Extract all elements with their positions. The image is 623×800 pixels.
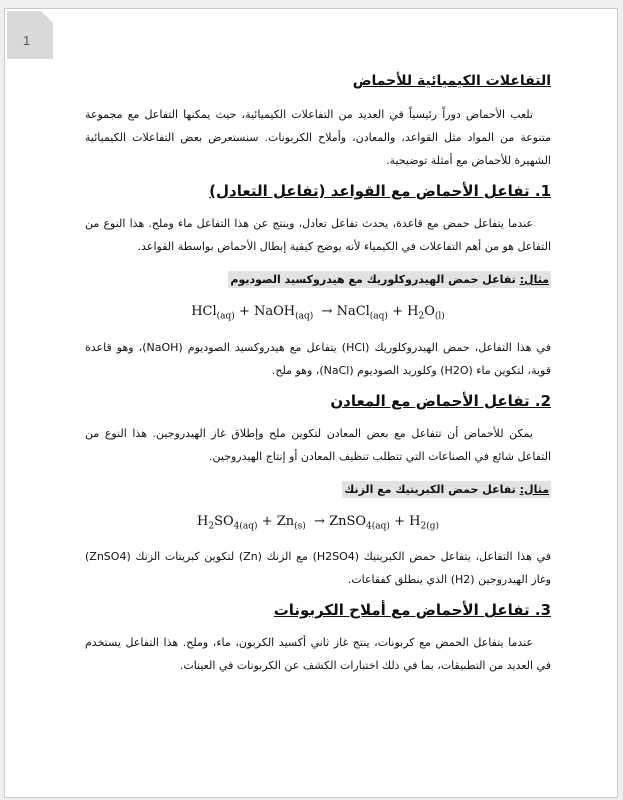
- eq2-subscript: 4: [233, 521, 240, 532]
- eq1-plus: +: [234, 304, 254, 319]
- section-3-heading: 3. تفاعل الأحماض مع أملاح الكربونات: [273, 601, 551, 620]
- document-title: التفاعلات الكيميائية للأحماض: [352, 73, 551, 89]
- example-text: تفاعل حمض الكبريتيك مع الزنك: [344, 482, 520, 496]
- eq1-reactant-1: HCl: [191, 304, 217, 319]
- eq1-product-2b: O: [424, 304, 435, 319]
- section-2-explanation: في هذا التفاعل، يتفاعل حمض الكبريتيك (H2SO4) مع الزنك (Zn) لتكوين كبريتات الزنك (ZnSO4) وغاز الهيدروجين (H2) الذي ينطلق كفقاعات.: [85, 550, 551, 587]
- section-1-text: عندما يتفاعل حمض مع قاعدة، يحدث تفاعل تعادل، وينتج عن هذا التفاعل ماء وملح. هذا النوع من التفاعل هو من أهم التفاعلات في الكيمياء لأنه يوضح كيفية إبطال الأحماض بواسطة القواعد.: [85, 217, 551, 253]
- eq2-plus: +: [389, 513, 410, 529]
- eq2-arrow: →: [305, 513, 330, 529]
- intro-paragraph: تلعب الأحماض دوراً رئيسياً في العديد من التفاعلات الكيميائية، حيث يمكنها التفاعل مع مجموعة متنوعة من المواد مثل القواعد، والمعادن، وأملاح الكربونات. سنستعرض بعض التفاعلات الكيميائية الشهيرة للأحماض مع أمثلة توضيحية.: [85, 108, 551, 167]
- section-1-explanation: في هذا التفاعل، حمض الهيدروكلوريك (HCl) يتفاعل مع هيدروكسيد الصوديوم (NaOH)، وهو قاعدة قوية، لتكوين ماء (H2O) وكلوريد الصوديوم (NaCl)، وهو ملح.: [85, 340, 551, 377]
- equation-2: [85, 514, 551, 532]
- section-2-heading: 2. تفاعل الأحماض مع المعادن: [330, 391, 551, 410]
- eq1-product-2: H: [407, 304, 419, 319]
- eq2-subscript-state: [366, 521, 390, 531]
- eq2-state: (g): [426, 521, 439, 532]
- eq2-state: (s): [294, 521, 306, 532]
- page-number-badge: [7, 11, 53, 59]
- section-1-example-label: [228, 271, 551, 288]
- section-1-heading: 1. تفاعل الأحماض مع القواعد (تفاعل التعادل): [209, 182, 551, 200]
- eq1-state: (aq): [369, 311, 388, 322]
- section-2-example-label: [342, 481, 551, 498]
- example-prefix: مثال:: [519, 273, 549, 286]
- page-number: 1: [23, 33, 31, 48]
- eq2-subscript: 2: [208, 521, 215, 532]
- eq2-reactant-2: Zn: [276, 513, 295, 529]
- eq1-state: (l): [434, 311, 445, 322]
- section-3-text: عندما يتفاعل الحمض مع كربونات، ينتج غاز ثاني أكسيد الكربون، ماء، وملح. هذا التفاعل يستخدم في العديد من التطبيقات، بما في ذلك اختبارات الكشف عن الكربونات في العينات.: [85, 636, 551, 673]
- eq2-reactant-1b: SO: [214, 513, 234, 529]
- eq1-arrow: →: [313, 304, 337, 319]
- document-body: [85, 73, 551, 687]
- eq1-plus: +: [387, 304, 408, 319]
- eq2-reactant-1: H: [197, 513, 209, 529]
- eq2-product-2: H: [409, 513, 421, 529]
- eq2-subscript: 4: [366, 521, 372, 532]
- example-text: تفاعل حمض الهيدروكلوريك مع هيدروكسيد الصوديوم: [230, 273, 520, 286]
- example-prefix: مثال:: [519, 482, 549, 496]
- eq1-product-1: NaCl: [336, 304, 370, 319]
- document-page: [4, 8, 618, 798]
- section-2-text: يمكن للأحماض أن تتفاعل مع بعض المعادن لتكوين ملح وإطلاق غاز الهيدروجين. هذا النوع من التفاعل شائع في الصناعات التي تتطلب تنظيف المعادن أو إنتاج الهيدروجين.: [85, 426, 551, 463]
- eq1-state: (aq): [216, 311, 235, 322]
- eq2-plus: +: [257, 513, 277, 529]
- eq2-state: (aq): [371, 521, 390, 532]
- eq1-subscript: 2: [418, 311, 425, 322]
- eq2-subscript-state: [234, 521, 258, 531]
- eq1-reactant-2: NaOH: [253, 304, 296, 319]
- eq1-state: (aq): [295, 311, 314, 322]
- eq2-product-1: ZnSO: [329, 513, 367, 529]
- equation-1: [85, 304, 551, 322]
- eq2-subscript: 2: [420, 521, 427, 532]
- eq2-state: (aq): [239, 521, 258, 532]
